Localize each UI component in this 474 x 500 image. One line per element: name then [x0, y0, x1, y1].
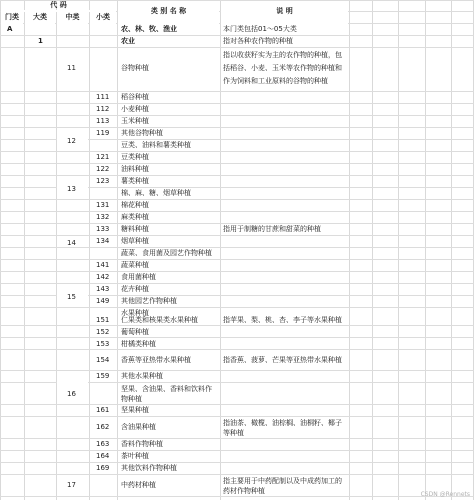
row-xiao-code[interactable]: 134	[96, 237, 110, 245]
row-name[interactable]: 烟草种植	[121, 237, 149, 245]
row-zhong-code[interactable]: 11	[67, 64, 76, 72]
row-xiao-code[interactable]: 131	[96, 201, 110, 209]
row-name[interactable]: 香蕉等亚热带水果种植	[121, 356, 191, 364]
row-xiao-code[interactable]: 159	[96, 372, 110, 380]
header-col-xiao: 小类	[96, 13, 110, 21]
row-desc[interactable]: 本门类包括01～05大类	[223, 25, 297, 33]
row-xiao-code[interactable]: 112	[96, 105, 110, 113]
row-zhong-code[interactable]: 16	[67, 390, 76, 398]
row-name[interactable]: 玉米种植	[121, 117, 149, 125]
row-name[interactable]: 坚果、含油果、香料和饮料作物种植	[121, 385, 212, 403]
row-zhong-code[interactable]: 15	[67, 293, 76, 301]
row-zhong-code[interactable]: 12	[67, 137, 76, 145]
row-name[interactable]: 其他水果种植	[121, 372, 163, 380]
header-category-name: 类 别 名 称	[150, 7, 187, 15]
row-zhong-code[interactable]: 17	[67, 481, 76, 489]
row-name[interactable]: 麻类种植	[121, 213, 149, 221]
row-xiao-code[interactable]: 122	[96, 165, 110, 173]
row-name[interactable]: 柑橘类种植	[121, 340, 156, 348]
row-xiao-code[interactable]: 149	[96, 297, 110, 305]
row-da-code[interactable]: 1	[38, 37, 43, 45]
row-name[interactable]: 蔬菜、食用菌及园艺作物种植	[121, 249, 212, 257]
row-name[interactable]: 农、林、牧、渔业	[121, 25, 177, 33]
row-name[interactable]: 其他园艺作物种植	[121, 297, 177, 305]
row-name[interactable]: 小麦种植	[121, 105, 149, 113]
row-name[interactable]: 香料作物种植	[121, 440, 163, 448]
row-xiao-code[interactable]: 152	[96, 328, 110, 336]
row-xiao-code[interactable]: 119	[96, 129, 110, 137]
row-name[interactable]: 棉、麻、糖、烟草种植	[121, 189, 191, 197]
row-desc[interactable]: 指以收获籽实为主的农作物的种植，包括稻谷、小麦、玉米等农作物的种植和作为饲料和工业原料的谷物的种植	[223, 51, 342, 85]
row-xiao-code[interactable]: 141	[96, 261, 110, 269]
row-desc[interactable]: 指用于制糖的甘蔗和甜菜的种植	[223, 225, 321, 233]
row-name[interactable]: 薯类种植	[121, 177, 149, 185]
row-men-code[interactable]: A	[7, 25, 13, 33]
row-desc[interactable]: 指香蕉、菠萝、芒果等亚热带水果种植	[223, 356, 342, 364]
row-xiao-code[interactable]: 151	[96, 316, 110, 324]
header-col-da: 大类	[33, 13, 47, 21]
row-name[interactable]: 农业	[121, 37, 135, 45]
row-name[interactable]: 豆类种植	[121, 153, 149, 161]
row-xiao-code[interactable]: 154	[96, 356, 110, 364]
row-name[interactable]: 豆类、油料和薯类种植	[121, 141, 191, 149]
header-description: 说 明	[276, 7, 293, 15]
watermark: CSDN @Rennets	[420, 491, 470, 498]
row-name[interactable]: 稻谷种植	[121, 93, 149, 101]
row-name[interactable]: 棉花种植	[121, 201, 149, 209]
row-name[interactable]: 油料种植	[121, 165, 149, 173]
row-xiao-code[interactable]: 121	[96, 153, 110, 161]
row-xiao-code[interactable]: 123	[96, 177, 110, 185]
header-code-group: 代 码	[50, 1, 67, 9]
row-name[interactable]: 中药材种植	[121, 481, 156, 489]
row-xiao-code[interactable]: 153	[96, 340, 110, 348]
row-desc[interactable]: 指苹果、梨、桃、杏、李子等水果种植	[223, 316, 342, 324]
row-name[interactable]: 食用菌种植	[121, 273, 156, 281]
row-name[interactable]: 其他谷物种植	[121, 129, 163, 137]
row-name[interactable]: 茶叶种植	[121, 452, 149, 460]
row-xiao-code[interactable]: 162	[96, 423, 110, 431]
row-xiao-code[interactable]: 111	[96, 93, 110, 101]
row-xiao-code[interactable]: 161	[96, 406, 110, 414]
row-desc[interactable]: 指主要用于中药配制以及中成药加工的药材作物种植	[223, 477, 342, 495]
row-name[interactable]: 坚果种植	[121, 406, 149, 414]
row-xiao-code[interactable]: 113	[96, 117, 110, 125]
row-xiao-code[interactable]: 169	[96, 464, 110, 472]
row-name[interactable]: 含油果种植	[121, 423, 156, 431]
row-xiao-code[interactable]: 143	[96, 285, 110, 293]
row-zhong-code[interactable]: 14	[67, 239, 76, 247]
row-name[interactable]: 蔬菜种植	[121, 261, 149, 269]
row-name[interactable]: 糖料种植	[121, 225, 149, 233]
header-col-zhong: 中类	[65, 13, 80, 21]
row-name[interactable]: 谷物种植	[121, 64, 149, 72]
row-name[interactable]: 葡萄种植	[121, 328, 149, 336]
row-xiao-code[interactable]: 163	[96, 440, 110, 448]
header-col-men: 门类	[5, 13, 19, 21]
row-name[interactable]: 其他饮料作物种植	[121, 464, 177, 472]
row-zhong-code[interactable]: 13	[67, 185, 76, 193]
row-desc[interactable]: 指油茶、橄榄、油棕榈、油桐籽、椰子等种植	[223, 419, 342, 437]
row-name[interactable]: 水果种植	[121, 309, 149, 317]
row-xiao-code[interactable]: 133	[96, 225, 110, 233]
row-xiao-code[interactable]: 142	[96, 273, 110, 281]
row-xiao-code[interactable]: 132	[96, 213, 110, 221]
row-name[interactable]: 仁果类和核果类水果种植	[121, 316, 198, 324]
row-desc[interactable]: 指对各种农作物的种植	[223, 37, 293, 45]
row-name[interactable]: 花卉种植	[121, 285, 149, 293]
row-xiao-code[interactable]: 164	[96, 452, 110, 460]
